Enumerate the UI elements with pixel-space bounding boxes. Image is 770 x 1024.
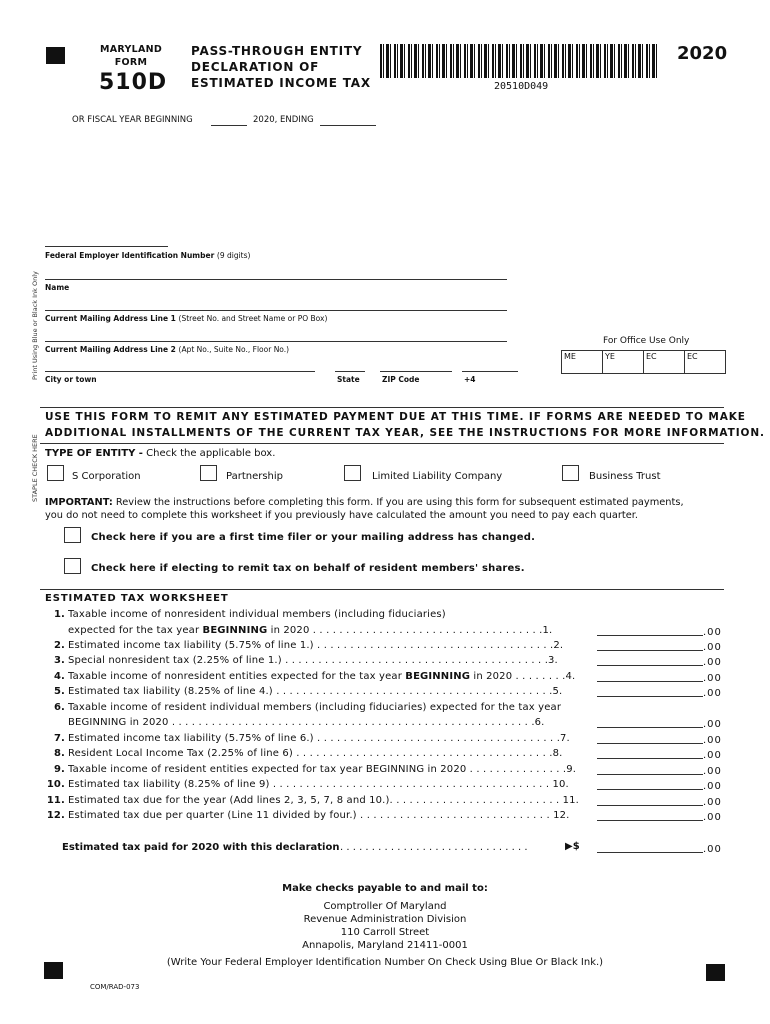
worksheet-amount-field[interactable]: [597, 696, 703, 697]
first-time-filer-label: Check here if you are a first time filer or your mailing address has changed.: [91, 532, 536, 543]
form-title-line1: PASS-THROUGH ENTITY: [191, 44, 363, 58]
worksheet-amount-field[interactable]: [597, 774, 703, 775]
worksheet-line-text: Estimated tax liability (8.25% of line 9) . . . . . . . . . . . . . . . . . . . . . . . . . . . . . . . . . . . . . . . . . . 10.: [68, 779, 569, 790]
address2-field[interactable]: [45, 341, 507, 342]
address1-hint: (Street No. and Street Name or PO Box): [178, 314, 328, 323]
fein-field[interactable]: [45, 246, 168, 247]
estimated-paid-arrow: ▶$: [565, 841, 580, 852]
worksheet-cents: .00: [703, 642, 722, 653]
fiscal-ending-field[interactable]: [320, 125, 376, 126]
zip-plus4-field[interactable]: [462, 371, 518, 372]
office-use-box: [561, 350, 726, 374]
s-corporation-checkbox[interactable]: [47, 465, 64, 481]
fein-label: Federal Employer Identification Number (9 digits): [45, 251, 251, 260]
banner-bottom-rule: [40, 443, 724, 444]
banner-top-rule: [40, 407, 724, 408]
worksheet-amount-field[interactable]: [597, 805, 703, 806]
business-trust-label: Business Trust: [589, 471, 661, 482]
worksheet-line-number: 3.: [53, 655, 65, 666]
worksheet-amount-field[interactable]: [597, 743, 703, 744]
worksheet-cents: .00: [703, 781, 722, 792]
barcode-text: 20510D049: [494, 81, 549, 92]
worksheet-line-number: 7.: [53, 733, 65, 744]
worksheet-line-text: Estimated tax due per quarter (Line 11 divided by four.) . . . . . . . . . . . . . . . . . . . . . . . . . . . . . 12.: [68, 810, 570, 821]
state-label: MARYLAND: [99, 44, 163, 55]
important-line1: IMPORTANT: Review the instructions before completing this form. If you are using this form for subsequent estimated payments,: [45, 497, 684, 508]
address2-label: Current Mailing Address Line 2 (Apt No., Suite No., Floor No.): [45, 345, 290, 354]
city-field[interactable]: [45, 371, 315, 372]
worksheet-top-rule: [40, 589, 724, 590]
worksheet-line-text: Estimated tax liability (8.25% of line 4.) . . . . . . . . . . . . . . . . . . . . . . . . . . . . . . . . . . . . . . . . . .5.: [68, 686, 563, 697]
form-title-line2: DECLARATION OF: [191, 60, 320, 74]
address2-hint: (Apt No., Suite No., Floor No.): [178, 345, 290, 354]
banner-line2: ADDITIONAL INSTALLMENTS OF THE CURRENT TAX YEAR, SEE THE INSTRUCTIONS FOR MORE INFORMATION.: [45, 427, 765, 439]
mail-note: (Write Your Federal Employer Identification Number On Check Using Blue Or Black Ink.): [166, 957, 604, 968]
worksheet-amount-field[interactable]: [597, 727, 703, 728]
partnership-checkbox[interactable]: [200, 465, 217, 481]
entity-heading: TYPE OF ENTITY - Check the applicable box.: [45, 448, 276, 459]
state-label: State: [337, 375, 360, 384]
llc-label: Limited Liability Company: [372, 471, 503, 482]
zip-field[interactable]: [380, 371, 452, 372]
mail-line4: Annapolis, Maryland 21411-0001: [302, 940, 468, 951]
worksheet-line-number: 12.: [46, 810, 65, 821]
fiscal-ending-label: 2020, ENDING: [253, 115, 314, 125]
footer-code: COM/RAD-073: [90, 983, 140, 991]
worksheet-line-number: 11.: [46, 795, 65, 806]
first-time-filer-checkbox[interactable]: [64, 527, 81, 543]
worksheet-line-number: 1.: [53, 609, 65, 620]
state-field[interactable]: [335, 371, 365, 372]
worksheet-line-number: 9.: [53, 764, 65, 775]
name-field[interactable]: [45, 279, 507, 280]
worksheet-amount-field[interactable]: [597, 789, 703, 790]
form-title-line3: ESTIMATED INCOME TAX: [191, 76, 371, 90]
office-use-title: For Office Use Only: [603, 336, 690, 346]
worksheet-amount-field[interactable]: [597, 665, 703, 666]
worksheet-line-text: Taxable income of resident individual members (including fiduciaries) expected for the tax year: [68, 702, 562, 713]
banner-line1: USE THIS FORM TO REMIT ANY ESTIMATED PAYMENT DUE AT THIS TIME. IF FORMS ARE NEEDED TO MAKE: [45, 411, 746, 423]
barcode: [380, 44, 660, 78]
fein-hint: (9 digits): [216, 251, 251, 260]
resident-members-label: Check here if electing to remit tax on behalf of resident members' shares.: [91, 563, 525, 574]
worksheet-amount-field[interactable]: [597, 681, 703, 682]
address1-field[interactable]: [45, 310, 507, 311]
mail-line2: Revenue Administration Division: [303, 914, 467, 925]
worksheet-cents: .00: [703, 719, 722, 730]
zip-plus4-label: +4: [464, 375, 476, 384]
worksheet-line-text: Taxable income of nonresident individual members (including fiduciaries): [68, 609, 446, 620]
worksheet-line-number: 8.: [53, 748, 65, 759]
worksheet-line-text: Taxable income of resident entities expected for tax year BEGINNING in 2020 . . . . . . . . . . . . . . .9.: [68, 764, 577, 775]
staple-note: STAPLE CHECK HERE: [31, 434, 39, 502]
form-number: 510D: [99, 70, 168, 95]
worksheet-cents: .00: [703, 797, 722, 808]
worksheet-cents: .00: [703, 812, 722, 823]
worksheet-line-text: Estimated income tax liability (5.75% of line 1.) . . . . . . . . . . . . . . . . . . . . . . . . . . . . . . . . . . . .2.: [68, 640, 564, 651]
worksheet-title: ESTIMATED TAX WORKSHEET: [45, 593, 229, 604]
mail-heading: Make checks payable to and mail to:: [282, 883, 488, 894]
worksheet-line-text: Resident Local Income Tax (2.25% of line 6) . . . . . . . . . . . . . . . . . . . . . . . . . . . . . . . . . . . . . . .8.: [68, 748, 563, 759]
important-line2: you do not need to complete this worksheet if you previously have calculated the amount you need to pay each quarter.: [45, 510, 638, 521]
estimated-paid-dots: . . . . . . . . . . . . . . . . . . . . . . . . . . . . . .: [340, 842, 528, 853]
worksheet-line-text: Taxable income of nonresident entities expected for the tax year BEGINNING in 2020 . . . . . . . .4.: [68, 671, 576, 682]
partnership-label: Partnership: [226, 471, 284, 482]
office-cell-ye: YE: [603, 351, 644, 373]
resident-members-checkbox[interactable]: [64, 558, 81, 574]
worksheet-amount-field[interactable]: [597, 650, 703, 651]
worksheet-amount-field[interactable]: [597, 820, 703, 821]
city-label: City or town: [45, 375, 97, 384]
worksheet-amount-field[interactable]: [597, 758, 703, 759]
estimated-paid-cents: .00: [703, 844, 722, 855]
worksheet-line-text: Estimated tax due for the year (Add lines 2, 3, 5, 7, 8 and 10.). . . . . . . . . . . . . . . . . . . . . . . . . . 11.: [68, 795, 580, 806]
name-label: Name: [45, 283, 70, 292]
fiscal-beginning-label: OR FISCAL YEAR BEGINNING: [72, 115, 193, 125]
form-label: FORM: [114, 57, 148, 68]
ink-note: Print Using Blue or Black Ink Only: [31, 271, 39, 380]
worksheet-line-number: 10.: [46, 779, 65, 790]
business-trust-checkbox[interactable]: [562, 465, 579, 481]
worksheet-cents: .00: [703, 766, 722, 777]
entity-instruction: Check the applicable box.: [146, 448, 276, 459]
worksheet-line-text: Estimated income tax liability (5.75% of line 6.) . . . . . . . . . . . . . . . . . . . . . . . . . . . . . . . . . . . . .7.: [68, 733, 570, 744]
llc-checkbox[interactable]: [344, 465, 361, 481]
fiscal-beginning-field[interactable]: [211, 125, 247, 126]
estimated-paid-label: Estimated tax paid for 2020 with this declaration: [62, 842, 340, 853]
worksheet-line-text: BEGINNING in 2020 . . . . . . . . . . . . . . . . . . . . . . . . . . . . . . . . . . . . . . . . . . . . . . . . . . . . . . .6.: [68, 717, 545, 728]
mail-line3: 110 Carroll Street: [340, 927, 430, 938]
worksheet-cents: .00: [703, 673, 722, 684]
worksheet-cents: .00: [703, 735, 722, 746]
worksheet-cents: .00: [703, 627, 722, 638]
office-cell-me: ME: [562, 351, 603, 373]
estimated-paid-amount-field[interactable]: [597, 852, 703, 853]
worksheet-cents: .00: [703, 750, 722, 761]
tax-year: 2020: [677, 43, 728, 64]
worksheet-line-text: expected for the tax year BEGINNING in 2020 . . . . . . . . . . . . . . . . . . . . . . . . . . . . . . . . . . .1.: [68, 625, 553, 636]
worksheet-line-number: 6.: [53, 702, 65, 713]
office-cell-ec-2: EC: [687, 352, 698, 361]
worksheet-line-number: 2.: [53, 640, 65, 651]
worksheet-line-number: 4.: [53, 671, 65, 682]
office-cell-ec-1: EC: [644, 351, 685, 373]
address1-label: Current Mailing Address Line 1 (Street No. and Street Name or PO Box): [45, 314, 328, 323]
s-corporation-label: S Corporation: [72, 471, 141, 482]
mail-line1: Comptroller Of Maryland: [323, 901, 447, 912]
worksheet-cents: .00: [703, 657, 722, 668]
worksheet-cents: .00: [703, 688, 722, 699]
worksheet-line-text: Special nonresident tax (2.25% of line 1.) . . . . . . . . . . . . . . . . . . . . . . . . . . . . . . . . . . . . . . . .3.: [68, 655, 558, 666]
zip-label: ZIP Code: [382, 375, 420, 384]
worksheet-amount-field[interactable]: [597, 635, 703, 636]
registration-mark-top-left: [46, 47, 65, 64]
worksheet-line-number: 5.: [53, 686, 65, 697]
